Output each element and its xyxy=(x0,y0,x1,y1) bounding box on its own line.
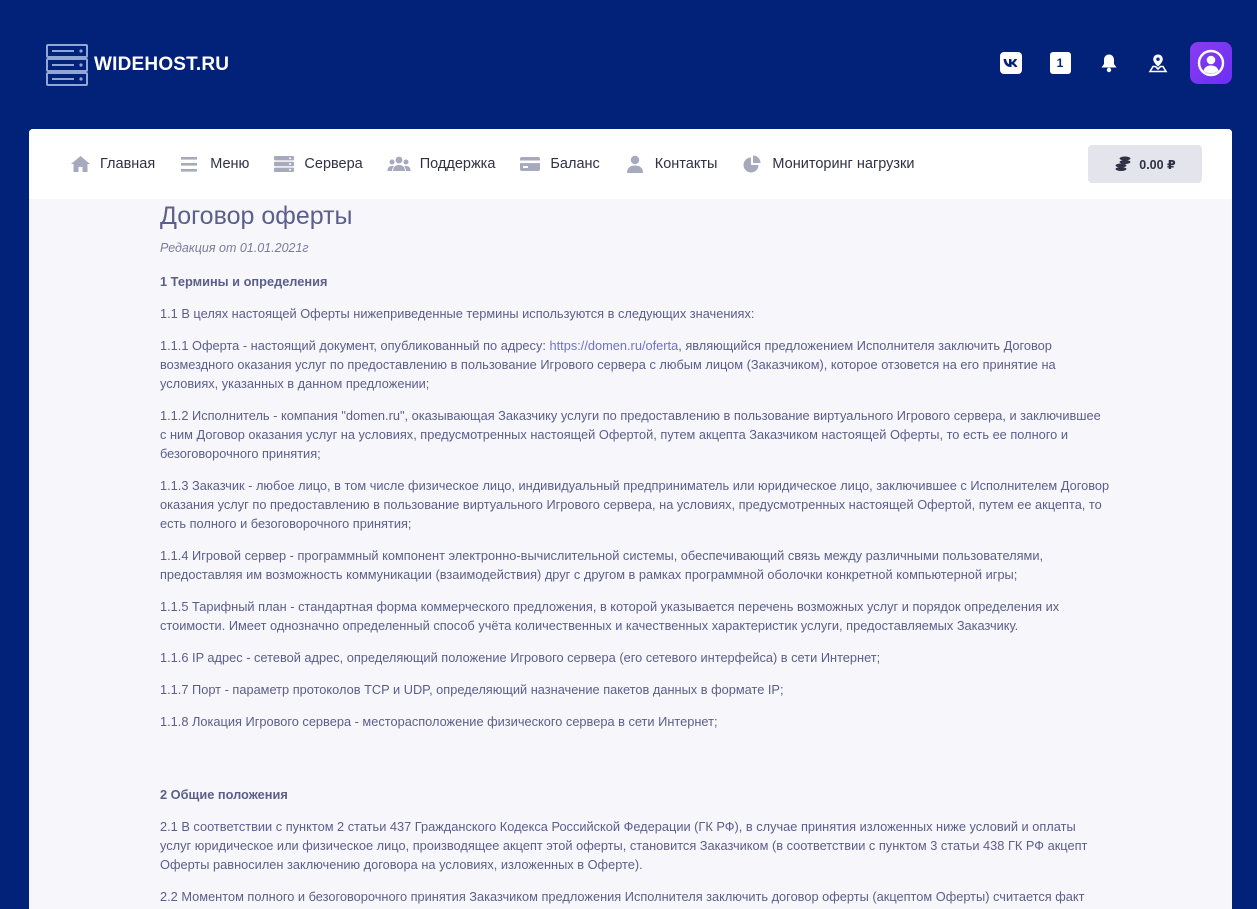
counter-icon: 1 xyxy=(1050,52,1071,74)
nav-item-support[interactable] xyxy=(387,155,496,173)
notification-count-badge[interactable] xyxy=(1046,49,1074,77)
location-button[interactable] xyxy=(1144,49,1172,77)
clause-1-1-2: 1.1.2 Исполнитель - компания "domen.ru", оказывающая Заказчику услуги по предоставлению в пользование виртуального Игрового сервера, и заключившее с ним Договор оказания услуг на условиях, предусмотренных настоящей Офертой, путем акцепта Заказчиком настоящей Оферты, то есть ее полного и безоговорочного принятия; xyxy=(160,408,1101,461)
main-panel xyxy=(29,129,1232,909)
clause-2-1: 2.1 В соответствии с пунктом 2 статьи 437 Гражданского Кодекса Российской Федерации (ГК РФ), в случае принятия изложенных ниже условий и оплаты услуг юридическое или физическое лицо, производящее акцепт этой оферты, становится Заказчиком (в соответствии с пунктом 3 статьи 438 ГК РФ акцепт Оферты равносилен заключению договора на условиях, изложенных в Оферте). xyxy=(160,819,1088,872)
vk-icon xyxy=(1000,52,1022,74)
clause-2-2: 2.2 Моментом полного и безоговорочного принятия Заказчиком предложения Исполнителя заключить договор оферты (акцептом Оферты) считается факт xyxy=(160,889,1085,904)
site-logo[interactable] xyxy=(46,44,229,86)
clause-text: 1.1.1 Оферта - настоящий документ, опубликованный по адресу: xyxy=(160,338,550,353)
clause-1-1-3: 1.1.3 Заказчик - любое лицо, в том числе физическое лицо, индивидуальный предприниматель или юридическое лицо, заключившее с Исполнителем Договор оказания услуг по предоставлению в пользование виртуального Игрового сервера, на условиях, предусмотренных настоящей Офертой, путем ее акцепта, то есть полного и безоговорочного принятия; xyxy=(160,478,1110,531)
clause-1-1: 1.1 В целях настоящей Оферты нижеприведенные термины используются в следующих значениях: xyxy=(160,306,755,321)
menu-icon xyxy=(179,155,201,173)
nav-item-label: Главная xyxy=(100,156,156,172)
map-pin-icon xyxy=(1148,53,1168,73)
nav-item-menu[interactable] xyxy=(179,155,249,173)
nav-item-balance[interactable] xyxy=(519,155,599,173)
bell-icon xyxy=(1100,53,1118,73)
credit-card-icon xyxy=(519,155,541,173)
balance-amount: 0.00 ₽ xyxy=(1139,157,1176,172)
clause-1-1-7: 1.1.7 Порт - параметр протоколов TCP и UDP, определяющий назначение пакетов данных в формате IP; xyxy=(160,682,784,697)
nav-item-label: Контакты xyxy=(654,156,718,172)
section-heading: 2 Общие положения xyxy=(160,787,288,802)
clause-1-1-6: 1.1.6 IP адрес - сетевой адрес, определяющий положение Игрового сервера (его сетевого интерфейса) в сети Интернет; xyxy=(160,650,881,665)
nav-item-label: Меню xyxy=(210,156,250,172)
section-spacer xyxy=(160,731,1110,771)
nav-item-servers[interactable] xyxy=(273,155,362,173)
vk-link[interactable] xyxy=(997,49,1025,77)
page-title: Договор оферты xyxy=(160,202,353,230)
document-content xyxy=(160,199,1110,906)
clause-1-1-5: 1.1.5 Тарифный план - стандартная форма коммерческого предложения, в которой указывается перечень возможных услуг и порядок определения их стоимости. Имеет однозначно определенный способ учёта количественных и качественных характеристик услуги, предоставляемых Заказчику. xyxy=(160,599,1060,633)
offer-link[interactable]: https://domen.ru/oferta xyxy=(549,338,679,353)
main-navigation xyxy=(29,129,1232,199)
nav-item-label: Мониторинг нагрузки xyxy=(772,156,915,172)
users-icon xyxy=(387,155,411,173)
clause-1-1-8: 1.1.8 Локация Игрового сервера - месторасположение физического сервера в сети Интернет; xyxy=(160,714,718,729)
nav-item-home[interactable] xyxy=(70,155,155,173)
balance-button[interactable] xyxy=(1088,145,1202,183)
nav-item-label: Баланс xyxy=(550,156,600,172)
coins-icon xyxy=(1114,155,1132,173)
section-heading: 1 Термины и определения xyxy=(160,274,328,289)
clause-1-1-4: 1.1.4 Игровой сервер - программный компонент электронно-вычислительной системы, обеспечивающий связь между различными пользователями, предоставляя им возможность коммуникации (взаимодействия) друг с другом в рамках программной оболочки конкретной компьютерной игры; xyxy=(160,548,1044,582)
nav-item-label: Поддержка xyxy=(419,156,496,172)
logo-text: WIDEHOST.RU xyxy=(94,54,230,75)
nav-item-contacts[interactable] xyxy=(624,155,718,173)
clause-text: , являющийся предложением Исполнителя заключить Договор возмездного оказания услуг по предоставлению в пользование Игрового сервера с любым лицом (Заказчиком), которое отзовется на его принятие на условиях, указанных в данном предложении; xyxy=(160,338,1056,391)
pie-chart-icon xyxy=(741,155,763,173)
server-stack-logo-icon xyxy=(46,44,88,86)
bell-button[interactable] xyxy=(1095,49,1123,77)
home-icon xyxy=(70,155,91,173)
nav-menu xyxy=(70,155,938,173)
nav-item-load-monitoring[interactable] xyxy=(741,155,914,173)
header-actions xyxy=(976,42,1232,84)
user-icon xyxy=(624,155,646,173)
top-header xyxy=(0,0,1257,129)
clause-1-1-1 xyxy=(160,336,1110,393)
nav-item-label: Сервера xyxy=(304,156,363,172)
server-icon xyxy=(273,155,295,173)
user-avatar-button[interactable] xyxy=(1190,42,1232,84)
user-avatar-icon xyxy=(1197,49,1225,77)
document-edition: Редакция от 01.01.2021г xyxy=(160,241,309,255)
